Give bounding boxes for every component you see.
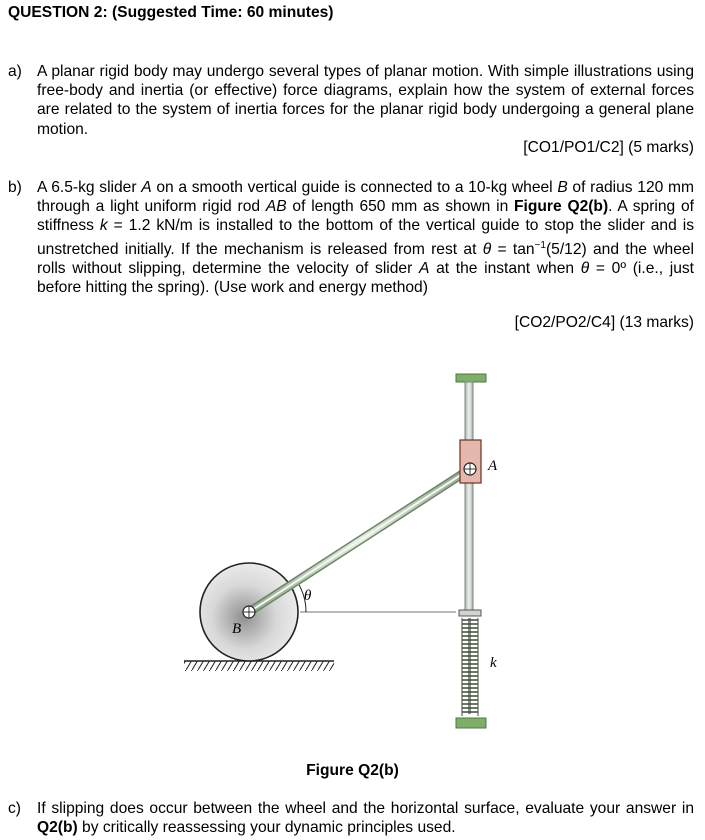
var-theta-2: θ [580,260,590,277]
part-c [8,799,694,837]
pin-B [243,606,255,618]
part-b-marks: [CO2/PO2/C4] (13 marks) [514,314,694,331]
figure-reference: Figure Q2(b) [514,198,609,216]
slider-A [460,440,481,483]
label-A: A [488,458,498,474]
ground [184,661,334,671]
part-c-label: c) [8,800,21,817]
rod-AB [249,469,470,612]
var-slider-A: A [141,179,152,196]
part-b [8,178,694,297]
label-theta: θ [304,588,312,604]
var-slider-A-2: A [418,260,430,277]
spring-plate [459,610,481,616]
part-a-label: a) [8,63,22,80]
pin-A [464,463,476,475]
label-k: k [490,655,497,671]
var-rod-AB: AB [265,198,287,216]
part-c-reference: Q2(b) [37,819,78,837]
part-a-marks: [CO1/PO1/C2] (5 marks) [523,139,694,156]
var-theta: θ [482,240,492,258]
vertical-guide [465,382,473,610]
part-a [8,62,694,139]
guide-bottom-cap [456,718,486,728]
question-heading: QUESTION 2: (Suggested Time: 60 minutes) [8,4,334,21]
part-b-text: A 6.5-kg slider A on a smooth vertical guide is connected to a 10-kg wheel B of radius 120 mm through a light uniform rigid rod AB of length 650 mm as shown in Figure Q2(b). A spring of stiffness k = 1.2 kN/m is installed to the bottom of the vertical guide to stop the slider and is unstretched initially. If the mechanism is released from rest at $\theta = \tan^{-1}(5/12)$ and the wheel rolls without slipping, determine the velocity of slider A at the instant when θ = 0º (i.e., just before hitting the spring). (Use work and energy method) [37,179,695,297]
figure-caption: Figure Q2(b) [306,762,399,779]
part-c-text: If slipping does occur between the wheel and the horizontal surface, evaluate your answer in Q2(b) by critically reassessing your dynamic principles used. [37,800,694,837]
figure-q2b [0,358,705,758]
var-stiffness-k: k [99,217,108,235]
var-wheel-B: B [557,179,568,196]
part-a-text: A planar rigid body may undergo several types of planar motion. With simple illustrations using free-body and inertia (or effective) force diagrams, explain how the system of external forces are related to the system of inertia forces for the planar rigid body undergoing a general plane motion. [37,63,694,138]
part-b-label: b) [8,179,22,196]
superscript-minus-one: −1 [534,239,546,251]
label-B: B [232,621,242,637]
guide-top-cap [456,374,486,382]
